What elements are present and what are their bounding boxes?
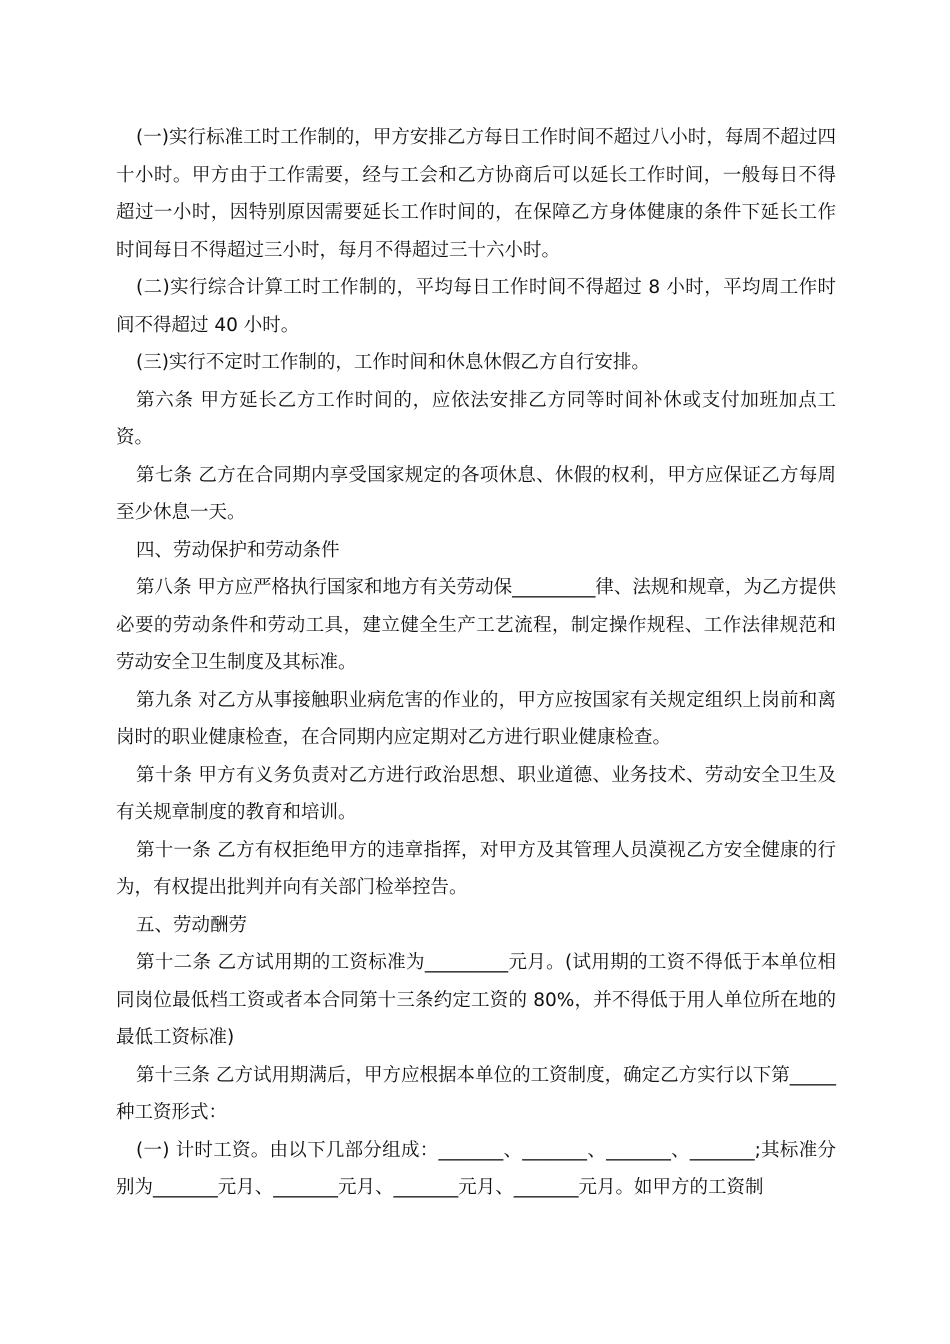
section-heading-labor-protection: 四、劳动保护和劳动条件 (136, 539, 340, 561)
paragraph-comprehensive-hours: (二)实行综合计算工时工作制的，平均每日工作时间不得超过 8 小时，平均周工作时间不得超过 40 小时。 (116, 277, 836, 336)
article-6: 第六条 甲方延长乙方工作时间的，应依法安排乙方同等时间补休或支付加班加点工资。 (116, 389, 836, 448)
article-13: 第十三条 乙方试用期满后，甲方应根据本单位的工资制度，确定乙方实行以下第_____种工资形式： (116, 1064, 836, 1123)
article-8: 第八条 甲方应严格执行国家和地方有关劳动保_________律、法规和规章，为乙方提供必要的劳动条件和劳动工具，建立健全生产工艺流程，制定操作规程、工作法律规范和劳动安全卫生制度及其标准。 (116, 577, 836, 673)
paragraph-time-wage: (一) 计时工资。由以下几部分组成：_______、_______、_______、_______;其标准分别为_______元月、_______元月、_______元月、_______元月。如甲方的工资制 (116, 1139, 836, 1198)
paragraph-flexible-hours: (三)实行不定时工作制的，工作时间和休息休假乙方自行安排。 (136, 352, 650, 373)
paragraph-standard-hours: (一)实行标准工时工作制的，甲方安排乙方每日工作时间不超过八小时，每周不超过四十小时。甲方由于工作需要，经与工会和乙方协商后可以延长工作时间，一般每日不得超过一小时，因特别原因需要延长工作时间的，在保障乙方身体健康的条件下延长工作时间每日不得超过三小时，每月不得超过三十六小时。 (116, 127, 836, 261)
document-page (116, 119, 836, 1207)
article-11: 第十一条 乙方有权拒绝甲方的违章指挥，对甲方及其管理人员漠视乙方安全健康的行为，有权提出批判并向有关部门检举控告。 (116, 839, 836, 898)
article-10: 第十条 甲方有义务负责对乙方进行政治思想、职业道德、业务技术、劳动安全卫生及有关规章制度的教育和培训。 (116, 764, 836, 823)
article-9: 第九条 对乙方从事接触职业病危害的作业的，甲方应按国家有关规定组织上岗前和离岗时的职业健康检查，在合同期内应定期对乙方进行职业健康检查。 (116, 689, 836, 748)
article-12: 第十二条 乙方试用期的工资标准为_________元月。(试用期的工资不得低于本单位相同岗位最低档工资或者本合同第十三条约定工资的 80%，并不得低于用人单位所在地的最低工资标准) (116, 952, 836, 1048)
section-heading-remuneration: 五、劳动酬劳 (136, 914, 248, 936)
article-7: 第七条 乙方在合同期内享受国家规定的各项休息、休假的权利，甲方应保证乙方每周至少休息一天。 (116, 464, 836, 523)
